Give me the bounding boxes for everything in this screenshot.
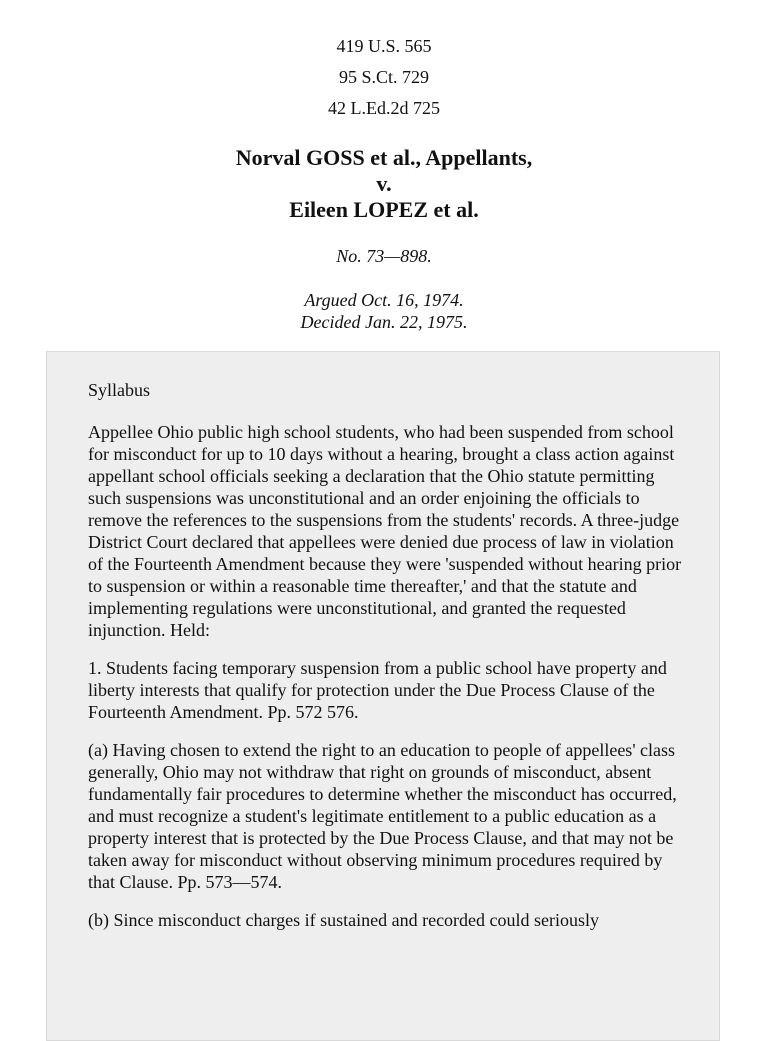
syllabus-content	[88, 379, 688, 947]
citation-block	[0, 34, 768, 127]
case-title-appellants: Norval GOSS et al., Appellants,	[235, 145, 533, 170]
citation-supreme-court-reporter: 95 S.Ct. 729	[338, 67, 430, 87]
docket-number: No. 73—898.	[336, 246, 432, 266]
syllabus-paragraph: 1. Students facing temporary suspension from a public school have property and liberty interests that qualify for protection under the Due Process Clause of the Fourteenth Amendment. Pp. 572 576.	[88, 658, 667, 722]
case-dates	[0, 289, 768, 333]
argued-date: Argued Oct. 16, 1974.	[304, 290, 464, 310]
case-title	[0, 145, 768, 223]
case-title-appellees: Eileen LOPEZ et al.	[289, 197, 479, 222]
syllabus-paragraph: Appellee Ohio public high school students, who had been suspended from school for misconduct for up to 10 days without a hearing, brought a class action against appellant school officials seeking a declaration that the Ohio statute permitting such suspensions was unconstitutional and an order enjoining the officials to remove the references to the suspensions from the students' records. A three-judge District Court declared that appellees were denied due process of law in violation of the Fourteenth Amendment because they were 'suspended without hearing prior to suspension or within a reasonable time thereafter,' and that the statute and implementing regulations were unconstitutional, and granted the requested injunction. Held:	[88, 422, 682, 640]
decided-date: Decided Jan. 22, 1975.	[300, 312, 468, 332]
syllabus-panel	[46, 351, 720, 1041]
syllabus-paragraph: (b) Since misconduct charges if sustained and recorded could seriously	[88, 910, 600, 930]
case-title-versus: v.	[376, 171, 392, 196]
syllabus-heading: Syllabus	[88, 380, 151, 400]
citation-us-reports: 419 U.S. 565	[336, 36, 432, 56]
citation-lawyers-edition: 42 L.Ed.2d 725	[328, 98, 440, 118]
syllabus-paragraph: (a) Having chosen to extend the right to an education to people of appellees' class generally, Ohio may not withdraw that right on grounds of misconduct, absent fundamentally fair procedures to determine whether the misconduct has occurred, and must recognize a student's legitimate entitlement to a public education as a property interest that is protected by the Due Process Clause, and that may not be taken away for misconduct without observing minimum procedures required by that Clause. Pp. 573—574.	[88, 740, 677, 892]
